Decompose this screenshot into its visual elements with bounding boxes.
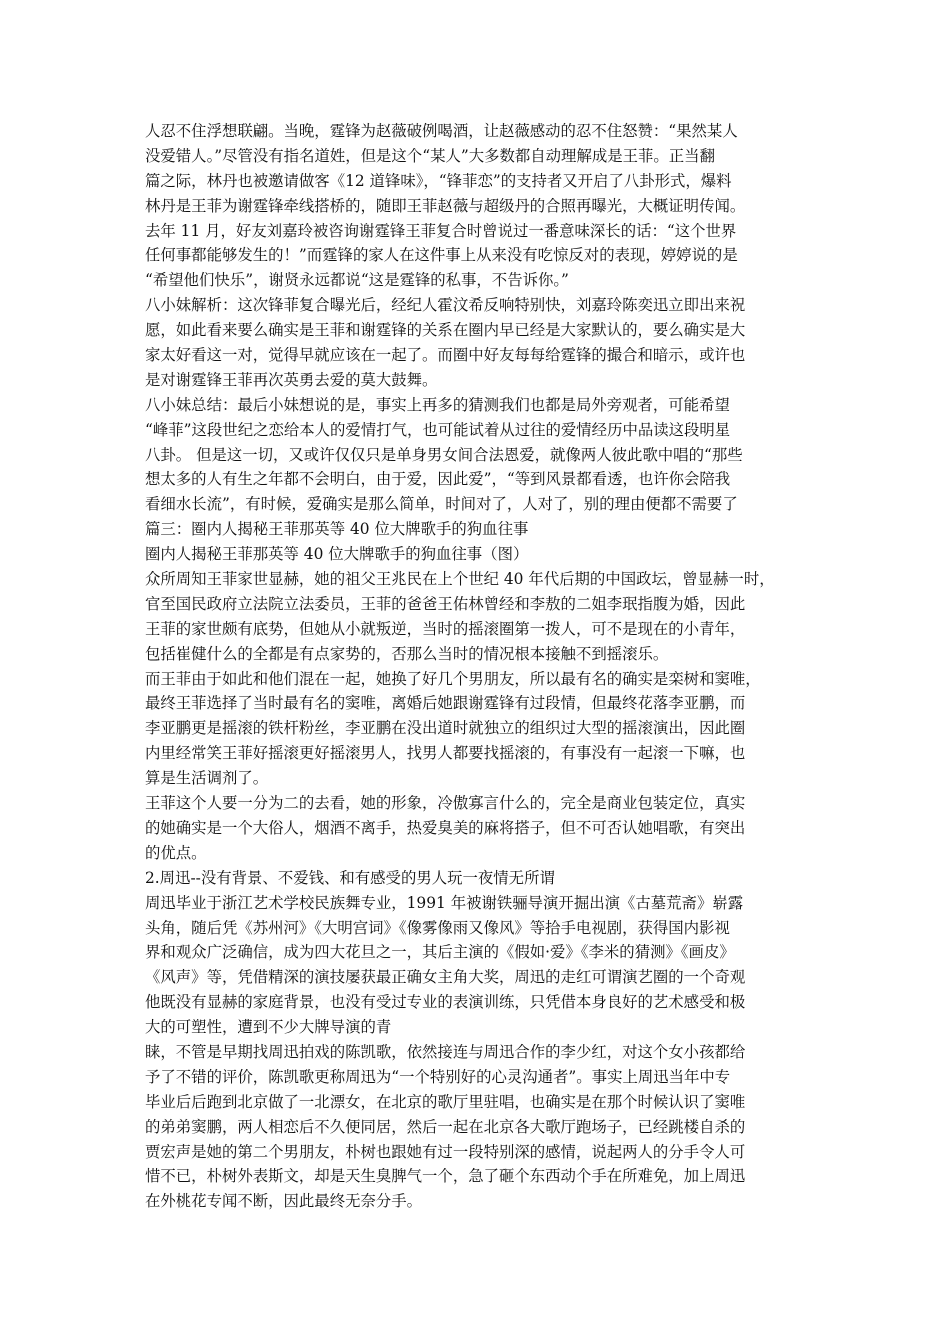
text-line: 贾宏声是她的第二个男朋友，朴树也跟她有过一段特别深的感情，说起两人的分手令人可 xyxy=(145,1142,746,1161)
text-line: “希望他们快乐”，谢贤永远都说“这是霆锋的私事，不告诉你。” xyxy=(145,271,569,290)
text-line: 愿，如此看来要么确实是王菲和谢霆锋的关系在圈内早已经是大家默认的，要么确实是大 xyxy=(145,321,746,340)
text-line: 是对谢霆锋王菲再次英勇去爱的莫大鼓舞。 xyxy=(145,370,438,389)
text-line: 睐，不管是早期找周迅拍戏的陈凯歌，依然接连与周迅合作的李少红，对这个女小孩都给 xyxy=(145,1042,746,1061)
text-line: 周迅毕业于浙江艺术学校民族舞专业，1991 年被谢铁骊导演开掘出演《古墓荒斋》崭露 xyxy=(145,893,744,912)
text-line: 人忍不住浮想联翩。当晚，霆锋为赵薇破例喝酒，让赵薇感动的忍不住怒赞：“果然某人 xyxy=(145,122,738,140)
text-line: “峰菲”这段世纪之恋给本人的爱情打气，也可能试着从过往的爱情经历中品读这段明星 xyxy=(145,420,731,439)
text-line: 想太多的人有生之年都不会明白，由于爱，因此爱”，“等到风景都看透，也许你会陪我 xyxy=(145,470,731,489)
text-line: 众所周知王菲家世显赫，她的祖父王兆民在上个世纪 40 年代后期的中国政坛，曾显赫一时， xyxy=(145,570,775,589)
text-line: 而王菲由于如此和他们混在一起，她换了好几个男朋友，所以最有名的确实是栾树和窦唯， xyxy=(145,669,761,688)
text-line: 在外桃花专闻不断，因此最终无奈分手。 xyxy=(145,1192,423,1211)
text-line: 头角，随后凭《苏州河》《大明宫词》《像雾像雨又像风》等拾手电视剧，获得国内影视 xyxy=(145,918,730,937)
text-line: 王菲这个人要一分为二的去看，她的形象，冷傲寡言什么的，完全是商业包装定位，真实 xyxy=(145,794,746,813)
text-line: 惜不已，朴树外表斯文，却是天生臭脾气一个，急了砸个东西动个手在所难免，加上周迅 xyxy=(145,1167,746,1186)
text-line: 官至国民政府立法院立法委员，王菲的爸爸王佑林曾经和李敖的二姐李珉指腹为婚，因此 xyxy=(145,594,746,613)
text-line: 界和观众广泛确信，成为四大花旦之一，其后主演的《假如·爱》《李米的猜测》《画皮》 xyxy=(145,943,735,962)
text-line: 包括崔健什么的全都是有点家势的，否那么当时的情况根本接触不到摇滚乐。 xyxy=(145,644,669,663)
text-line: 毕业后后跑到北京做了一北漂女，在北京的歌厅里驻唱，也确实是在那个时候认识了窦唯 xyxy=(145,1092,746,1111)
text-line: 大的可塑性，遭到不少大牌导演的青 xyxy=(145,1018,392,1037)
text-line: 李亚鹏更是摇滚的铁杆粉丝，李亚鹏在没出道时就独立的组织过大型的摇滚演出，因此圈 xyxy=(145,719,746,738)
text-line: 算是生活调剂了。 xyxy=(145,769,269,788)
text-line: 八卦。 但是这一切，又或许仅仅只是单身男女间合法恩爱，就像两人彼此歌中唱的“那些 xyxy=(145,445,743,464)
text-line: 八小妹总结：最后小妹想说的是，事实上再多的猜测我们也都是局外旁观者，可能希望 xyxy=(145,395,730,414)
text-line: 篇之际，林丹也被邀请做客《12 道锋味》，“锋菲恋”的支持者又开启了八卦形式，爆料 xyxy=(145,171,732,190)
text-line: 予了不错的评价，陈凯歌更称周迅为“一个特别好的心灵沟通者”。事实上周迅当年中专 xyxy=(145,1067,731,1086)
text-line: 王菲的家世颇有底势，但她从小就叛逆，当时的摇滚圈第一拨人，可不是现在的小青年， xyxy=(145,619,746,638)
text-line: 内里经常笑王菲好摇滚更好摇滚男人，找男人都要找摇滚的，有事没有一起滚一下嘛，也 xyxy=(145,744,746,763)
text-line: 他既没有显赫的家庭背景，也没有受过专业的表演训练，只凭借本身良好的艺术感受和极 xyxy=(145,993,746,1012)
text-line: 八小妹解析：这次锋菲复合曝光后，经纪人霍汶希反响特别快，刘嘉玲陈奕迅立即出来祝 xyxy=(145,296,746,315)
text-line: 家太好看这一对，觉得早就应该在一起了。而圈中好友每每给霆锋的撮合和暗示，或许也 xyxy=(145,346,746,365)
text-line: 去年 11 月，好友刘嘉玲被咨询谢霆锋王菲复合时曾说过一番意味深长的话：“这个世界 xyxy=(145,221,737,240)
item-heading: 2.周迅--没有背景、不爱钱、和有感受的男人玩一夜情无所谓 xyxy=(145,868,555,887)
text-line: 的弟弟窦鹏，两人相恋后不久便同居，然后一起在北京各大歌厅跑场子，已经跳楼自杀的 xyxy=(145,1117,746,1136)
text-line: 最终王菲选择了当时最有名的窦唯，离婚后她跟谢霆锋有过段情，但最终花落李亚鹏，而 xyxy=(145,694,746,713)
text-line: 林丹是王菲为谢霆锋牵线搭桥的，随即王菲赵薇与超级丹的合照再曝光，大概证明传闻。 xyxy=(145,196,746,215)
section-subtitle: 圈内人揭秘王菲那英等 40 位大牌歌手的狗血往事（图） xyxy=(145,545,529,564)
text-line: 任何事都能够发生的！”而霆锋的家人在这件事上从来没有吃惊反对的表现，婷婷说的是 xyxy=(145,246,738,265)
section-heading: 篇三：圈内人揭秘王菲那英等 40 位大牌歌手的狗血往事 xyxy=(145,520,529,539)
text-line: 的她确实是一个大俗人，烟酒不离手，热爱臭美的麻将搭子，但不可否认她唱歌，有突出 xyxy=(145,818,746,837)
text-line: 没爱错人。”尽管没有指名道姓，但是这个“某人”大多数都自动理解成是王菲。正当翻 xyxy=(145,146,715,165)
text-line: 《风声》等，凭借精深的演技屡获最正确女主角大奖，周迅的走红可谓演艺圈的一个奇观 xyxy=(145,968,746,987)
text-line: 看细水长流”，有时候，爱确实是那么简单，时间对了，人对了，别的理由便都不需要了 xyxy=(145,495,738,514)
text-line: 的优点。 xyxy=(145,843,207,862)
document-body xyxy=(145,119,817,1214)
